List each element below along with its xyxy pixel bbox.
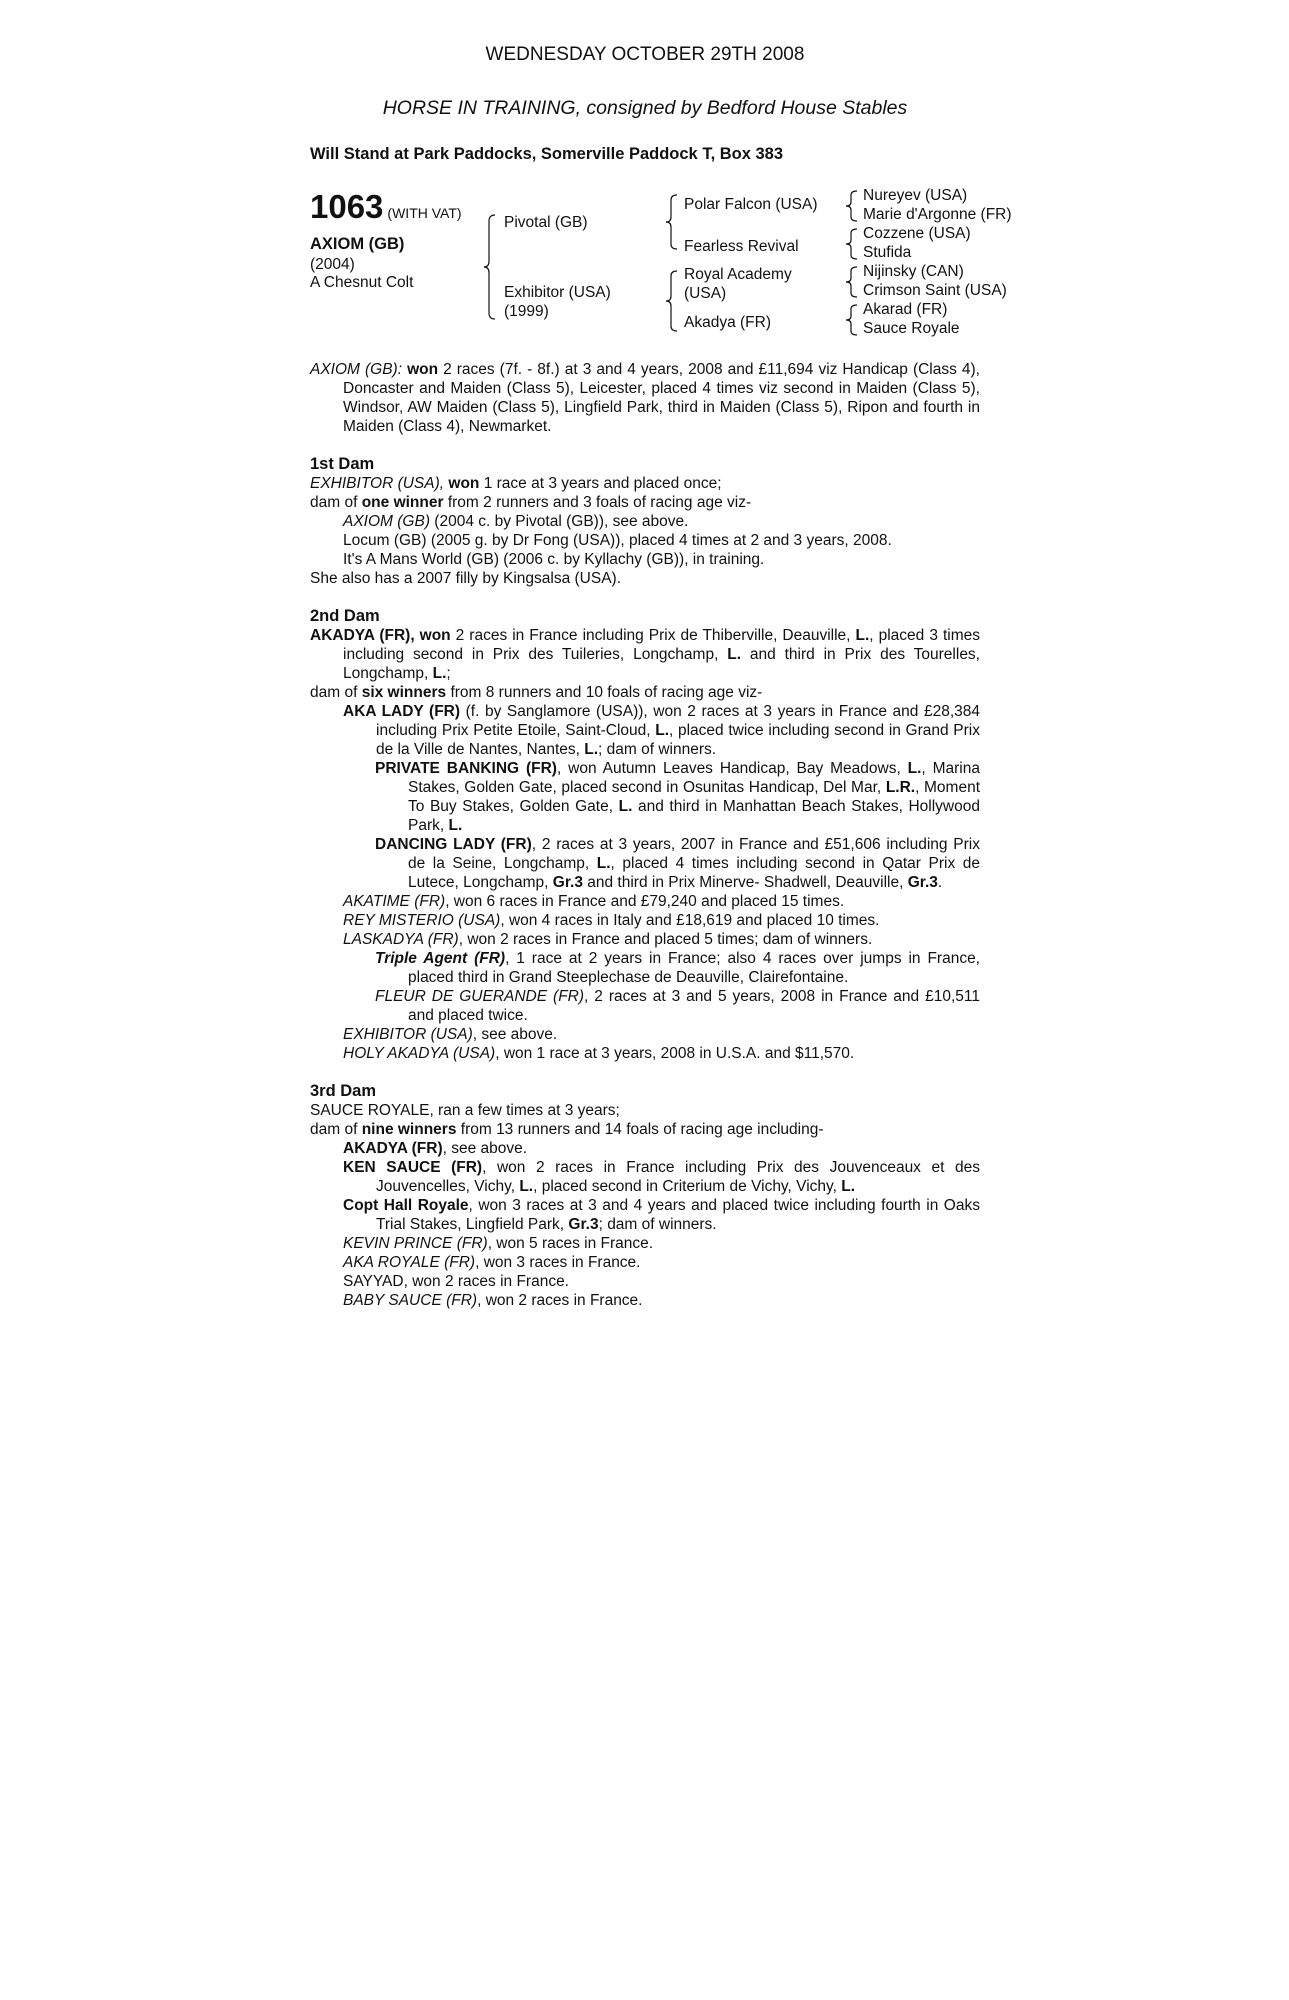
third-dam-produce-summary: dam of nine winners from 13 runners and 14 foals of racing age including- xyxy=(310,1121,824,1138)
sire-dam-brace xyxy=(484,214,496,320)
pedigree-ddd: Sauce Royale xyxy=(863,320,960,337)
vat-note: (WITH VAT) xyxy=(387,205,462,221)
gen3-brace-2 xyxy=(846,228,858,260)
pedigree-dam-dam: Akadya (FR) xyxy=(684,314,771,331)
produce-aka-lady: AKA LADY (FR) (f. by Sanglamore (USA)), won 2 races at 3 years in France and £28,384 including Prix Petite Etoile, Saint-Cloud, L., placed twice including second in Grand Prix de la Ville de Nantes, Nantes, L.; dam of winners. xyxy=(343,703,980,758)
sale-date: WEDNESDAY OCTOBER 29TH 2008 xyxy=(485,44,805,65)
second-dam-heading: 2nd Dam xyxy=(310,607,380,625)
first-dam-produce-summary: dam of one winner from 2 runners and 3 foals of racing age viz- xyxy=(310,494,752,511)
stand-location: Will Stand at Park Paddocks, Somerville Paddock T, Box 383 xyxy=(310,145,784,163)
produce-copt-hall-royale: Copt Hall Royale, won 3 races at 3 and 4 years and placed twice including fourth in Oaks Trial Stakes, Lingfield Park, Gr.3; dam of winners. xyxy=(343,1197,980,1233)
produce-akatime: AKATIME (FR), won 6 races in France and £79,240 and placed 15 times. xyxy=(343,893,845,910)
gen3-brace-3 xyxy=(846,266,858,298)
produce-locum: Locum (GB) (2005 g. by Dr Fong (USA)), placed 4 times at 2 and 3 years, 2008. xyxy=(343,532,892,549)
consignor-subtitle: HORSE IN TRAINING, consigned by Bedford House Stables xyxy=(382,97,908,119)
produce-private-banking: PRIVATE BANKING (FR), won Autumn Leaves Handicap, Bay Meadows, L., Marina Stakes, Golden Gate, placed second in Osunitas Handicap, Del Mar, L.R., Moment To Buy Stakes, Golden Gate, L. and third in Manhattan Beach Stakes, Hollywood Park, L. xyxy=(375,760,981,834)
third-dam-record: SAUCE ROYALE, ran a few times at 3 years; xyxy=(310,1102,620,1119)
catalogue-text xyxy=(310,360,980,1310)
produce-aka-royale: AKA ROYALE (FR), won 3 races in France. xyxy=(343,1254,641,1271)
horse-name: AXIOM (GB) xyxy=(310,235,405,253)
produce-kevin-prince: KEVIN PRINCE (FR), won 5 races in France. xyxy=(343,1235,654,1252)
third-dam-heading: 3rd Dam xyxy=(310,1082,377,1100)
pedigree-dss: Nijinsky (CAN) xyxy=(863,263,964,280)
pedigree-sds: Cozzene (USA) xyxy=(863,225,971,242)
second-dam-record: AKADYA (FR), won 2 races in France including Prix de Thiberville, Deauville, L., placed 3 times including second in Prix des Tuileries, Longchamp, L. and third in Prix des Tourelles, Longchamp, L.; xyxy=(310,627,980,682)
produce-akadya: AKADYA (FR), see above. xyxy=(343,1140,528,1157)
pedigree-sss: Nureyev (USA) xyxy=(863,187,968,204)
pedigree-sire-sire: Polar Falcon (USA) xyxy=(684,196,818,213)
pedigree-sire-dam: Fearless Revival xyxy=(684,238,799,255)
produce-its-a-mans-world: It's A Mans World (GB) (2006 c. by Kyllachy (GB)), in training. xyxy=(343,551,765,568)
pedigree-dam-line1: Exhibitor (USA) xyxy=(504,284,611,301)
pedigree-dam-sire-line1: Royal Academy xyxy=(684,266,792,283)
pedigree-sdd: Stufida xyxy=(863,244,912,261)
pedigree-ssd: Marie d'Argonne (FR) xyxy=(863,206,1012,223)
horse-description: A Chesnut Colt xyxy=(310,274,414,291)
produce-triple-agent: Triple Agent (FR), 1 race at 2 years in France; also 4 races over jumps in France, placed third in Grand Steeplechase de Deauville, Clairefontaine. xyxy=(375,950,980,986)
produce-rey-misterio: REY MISTERIO (USA), won 4 races in Italy and £18,619 and placed 10 times. xyxy=(343,912,880,929)
first-dam-also: She also has a 2007 filly by Kingsalsa (USA). xyxy=(310,570,622,587)
lot-number-value: 1063 xyxy=(310,188,384,225)
gen3-brace-4 xyxy=(846,304,858,336)
first-dam-name: EXHIBITOR (USA), won 1 race at 3 years and placed once; xyxy=(310,475,722,492)
lot-number xyxy=(310,188,462,226)
pedigree-dds: Akarad (FR) xyxy=(863,301,948,318)
produce-sayyad: SAYYAD, won 2 races in France. xyxy=(343,1273,569,1290)
horse-year: (2004) xyxy=(310,256,355,273)
pedigree-sire: Pivotal (GB) xyxy=(504,214,588,231)
gen3-brace-1 xyxy=(846,190,858,222)
sire-parents-brace xyxy=(666,194,678,250)
produce-holy-akadya: HOLY AKADYA (USA), won 1 race at 3 years, 2008 in U.S.A. and $11,570. xyxy=(343,1045,855,1062)
second-dam-produce-summary: dam of six winners from 8 runners and 10 foals of racing age viz- xyxy=(310,684,763,701)
race-record: AXIOM (GB): won 2 races (7f. - 8f.) at 3 and 4 years, 2008 and £11,694 viz Handicap (Class 4), Doncaster and Maiden (Class 5), Leicester, placed 4 times viz second in Maiden (Class 5), Windsor, AW Maiden (Class 5), Lingfield Park, third in Maiden (Class 5), Ripon and fourth in Maiden (Class 4), Newmarket. xyxy=(310,361,980,435)
produce-ken-sauce: KEN SAUCE (FR), won 2 races in France including Prix des Jouvenceaux et des Jouvencelles, Vichy, L., placed second in Criterium de Vichy, Vichy, L. xyxy=(343,1159,980,1195)
dam-parents-brace xyxy=(666,270,678,332)
produce-fleur-de-guerande: FLEUR DE GUERANDE (FR), 2 races at 3 and 5 years, 2008 in France and £10,511 and placed twice. xyxy=(375,988,980,1024)
first-dam-heading: 1st Dam xyxy=(310,455,375,473)
produce-dancing-lady: DANCING LADY (FR), 2 races at 3 years, 2007 in France and £51,606 including Prix de la Seine, Longchamp, L., placed 4 times including second in Qatar Prix de Lutece, Longchamp, Gr.3 and third in Prix Minerve- Shadwell, Deauville, Gr.3. xyxy=(375,836,980,891)
pedigree-dsd: Crimson Saint (USA) xyxy=(863,282,1007,299)
pedigree-dam-line2: (1999) xyxy=(504,303,549,320)
produce-axiom: AXIOM (GB) (2004 c. by Pivotal (GB)), see above. xyxy=(343,513,689,530)
produce-exhibitor: EXHIBITOR (USA), see above. xyxy=(343,1026,558,1043)
produce-laskadya: LASKADYA (FR), won 2 races in France and placed 5 times; dam of winners. xyxy=(343,931,873,948)
pedigree-dam-sire-line2: (USA) xyxy=(684,285,727,302)
produce-baby-sauce: BABY SAUCE (FR), won 2 races in France. xyxy=(343,1292,643,1309)
